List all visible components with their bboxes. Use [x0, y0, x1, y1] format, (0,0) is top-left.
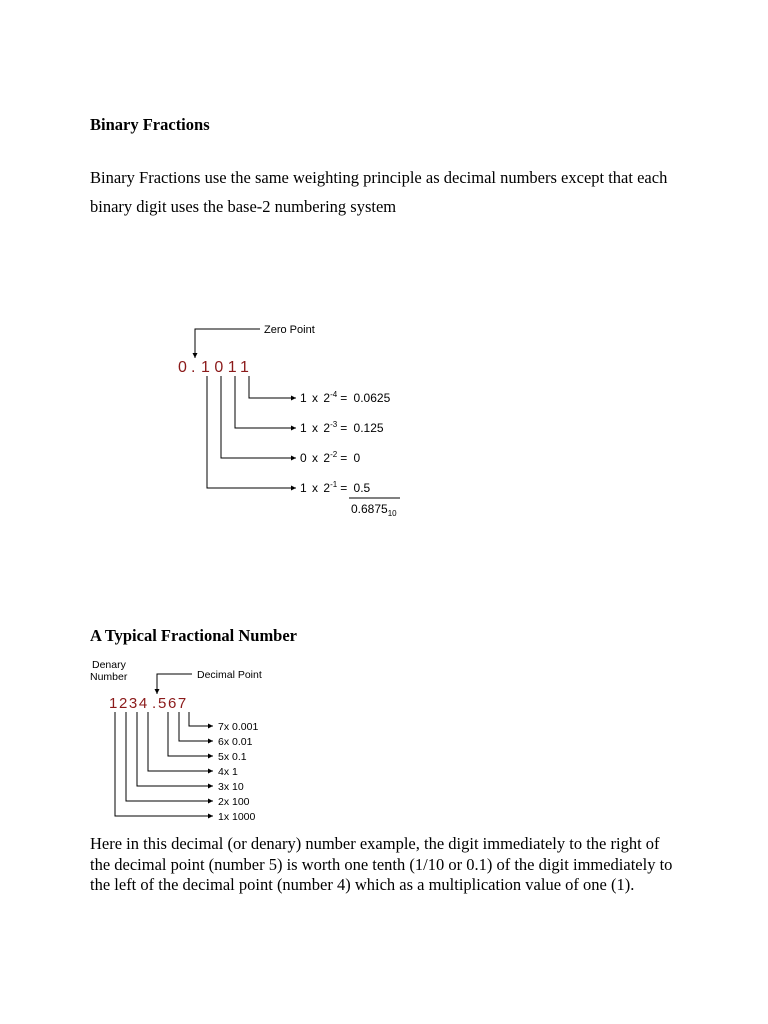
leader-line-row-1	[249, 376, 296, 398]
decimal-row-4: 4x 1	[218, 766, 238, 778]
decimal-number-fraction: 567	[158, 695, 188, 712]
decimal-number-diagram	[90, 659, 262, 823]
binary-row-3: 0 x $2^{-2}$ = 0	[300, 450, 361, 465]
decimal-row-1: 7x 0.001	[218, 721, 259, 733]
decimal-row-6: 2x 100	[218, 796, 250, 808]
decimal-leader-row-3	[168, 712, 213, 756]
denary-label-line-1: Denary	[92, 659, 126, 671]
decimal-point-label: Decimal Point	[197, 669, 262, 681]
decimal-number-integer: 1234	[109, 695, 149, 712]
decimal-leader-row-7	[115, 712, 213, 816]
zero-point-label: Zero Point	[264, 324, 315, 336]
binary-row-1: 1 x $2^{-4}$ = 0.0625	[300, 390, 391, 405]
denary-label-line-2: Number	[90, 671, 128, 683]
binary-row-4: 1 x $2^{-1}$ = 0.5	[300, 480, 371, 495]
decimal-example-paragraph: Here in this decimal (or denary) number example, the digit immediately to the right of the decimal point (number 5) is worth one tenth (1/10 or 0.1) of the digit immediately to the left of the decimal point (number 4) which as a multiplication value of one (1).	[90, 834, 673, 894]
decimal-point: .	[152, 695, 157, 712]
decimal-leader-row-1	[189, 712, 213, 726]
binary-row-2: 1 x $2^{-3}$ = 0.125	[300, 420, 384, 435]
binary-fractions-paragraph: Binary Fractions use the same weighting principle as decimal numbers except that each binary digit uses the base-2 numbering system	[90, 168, 668, 216]
decimal-point-pointer-line	[157, 674, 192, 694]
decimal-row-3: 5x 0.1	[218, 751, 247, 763]
binary-number-integer: 0	[178, 359, 189, 376]
leader-line-row-2	[235, 376, 296, 428]
decimal-row-5: 3x 10	[218, 781, 244, 793]
binary-fraction-diagram	[178, 324, 400, 518]
decimal-row-7: 1x 1000	[218, 811, 256, 823]
binary-point: .	[191, 359, 196, 376]
leader-line-row-4	[207, 376, 296, 488]
section-heading-binary-fractions: Binary Fractions	[90, 115, 210, 134]
decimal-row-2: 6x 0.01	[218, 736, 253, 748]
binary-number-fraction: 1011	[201, 359, 254, 376]
leader-line-row-3	[221, 376, 296, 458]
binary-total: $0.6875_{10}$	[351, 502, 397, 518]
section-heading-typical-fractional-number: A Typical Fractional Number	[90, 626, 298, 645]
zero-point-pointer-line	[195, 329, 260, 358]
